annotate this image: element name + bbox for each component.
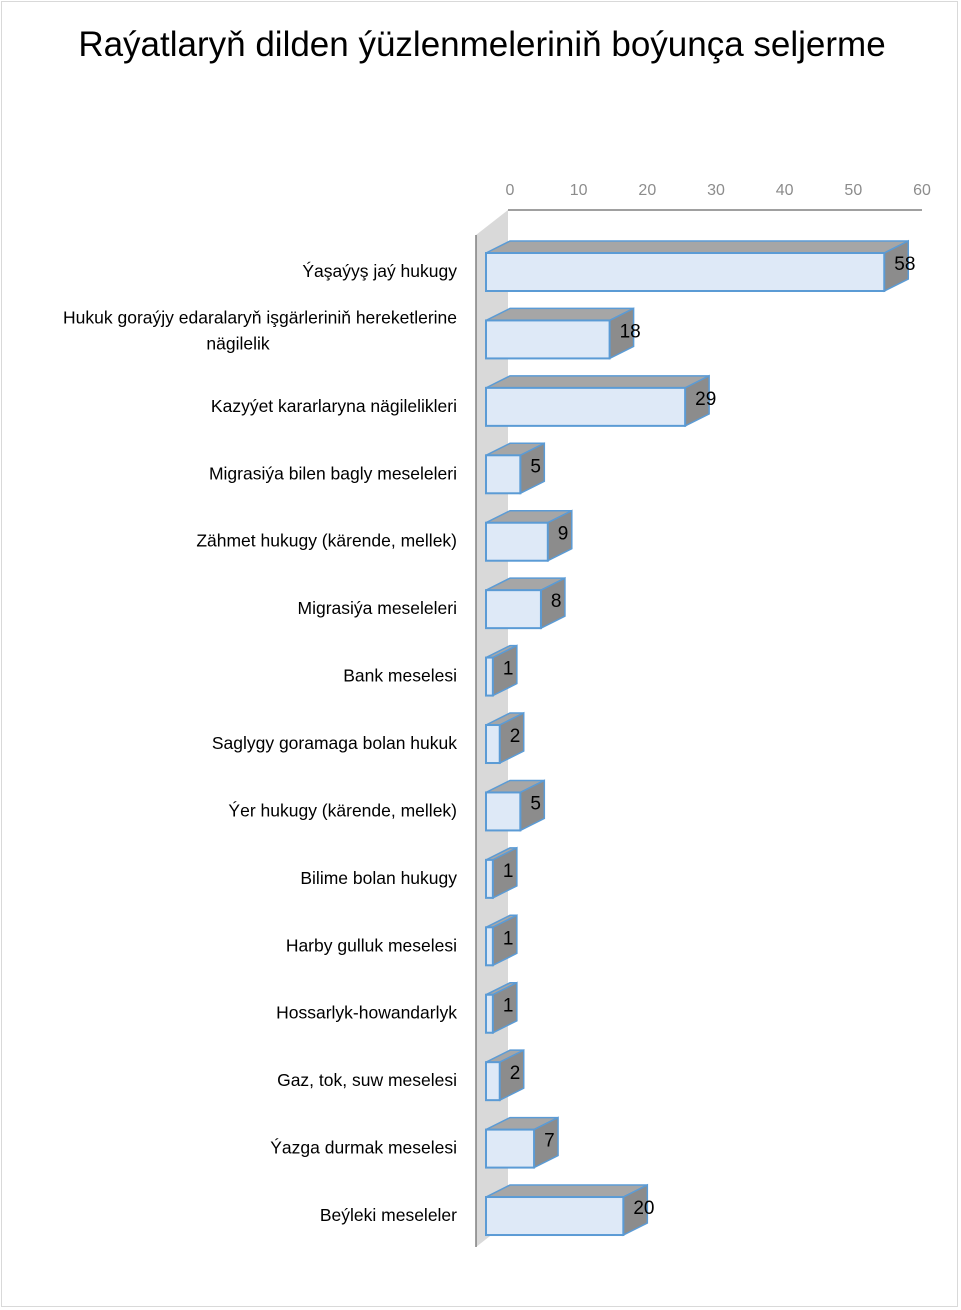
data-label: 9 [557, 523, 569, 545]
data-label: 8 [550, 591, 562, 613]
chart-title: Raýatlaryň dilden ýüzlenmeleriniň boýunça seljerme [78, 25, 886, 64]
bar-front [486, 927, 493, 965]
bar [486, 308, 634, 358]
bar-front [486, 320, 610, 358]
bar-front [486, 1062, 500, 1100]
data-label: 20 [633, 1198, 655, 1220]
category-label: Gaz, tok, suw meselesi [277, 1070, 457, 1091]
bar-front [486, 792, 520, 830]
bar-top [486, 376, 709, 388]
data-label: 7 [544, 1130, 555, 1152]
category-label: Saglygy goramaga bolan hukuk [211, 733, 457, 754]
value-axis [506, 182, 931, 210]
tick-label: 60 [913, 182, 931, 199]
bar-front [486, 658, 493, 696]
bar-front [486, 388, 685, 426]
bar-front [486, 253, 884, 291]
data-label: 58 [894, 254, 916, 275]
data-label: 5 [530, 793, 541, 815]
data-label: 18 [619, 321, 641, 343]
tick-label: 40 [775, 182, 794, 199]
tick-label: 30 [707, 182, 725, 199]
category-labels [63, 261, 457, 1225]
tick-label: 0 [505, 182, 515, 199]
data-label: 2 [509, 1063, 521, 1085]
bar-front [486, 725, 500, 763]
category-label: Hossarlyk-howandarlyk [276, 1002, 457, 1023]
data-label: 5 [530, 456, 541, 478]
category-label: Ýer hukugy (kärende, mellek) [228, 800, 457, 821]
category-label: Ýazga durmak meselesi [270, 1137, 457, 1158]
category-label: Beýleki meseleler [319, 1205, 457, 1226]
bar-front [486, 1197, 623, 1235]
bar [486, 376, 709, 426]
category-label-line: nägilelik [206, 333, 270, 354]
category-label: Bank meselesi [343, 665, 457, 686]
bar-front [486, 455, 520, 493]
category-label-line: Hukuk goraýjy edaralaryň işgärleriniň hereketlerine [63, 307, 457, 328]
category-label: Bilime bolan hukugy [300, 867, 457, 888]
data-label: 1 [502, 860, 514, 882]
tick-label: 20 [638, 182, 657, 199]
category-label: Harby gulluk meselesi [285, 935, 457, 956]
bar-front [486, 995, 493, 1033]
category-label: Ýaşaýyş jaý hukugy [302, 261, 457, 281]
data-label: 1 [502, 658, 514, 680]
data-label: 1 [502, 995, 514, 1017]
data-label: 29 [695, 388, 717, 410]
bar-top [486, 1185, 647, 1197]
tick-label: 10 [569, 182, 588, 199]
category-label: Zähmet hukugy (kärende, mellek) [196, 530, 457, 551]
bar-top [486, 308, 634, 320]
category-label: Migrasiýa bilen bagly meseleleri [208, 463, 457, 484]
category-label: Migrasiýa meseleleri [297, 598, 457, 619]
bar-top [486, 241, 908, 253]
bar [486, 241, 908, 291]
category-label: Kazyýet kararlaryna nägilelikleri [210, 395, 457, 416]
bar-front [486, 1130, 534, 1168]
category-label [63, 307, 457, 353]
data-label: 1 [502, 928, 514, 950]
bar-front [486, 523, 548, 561]
bar [486, 1185, 647, 1235]
data-label: 2 [509, 726, 521, 748]
bar-front [486, 860, 493, 898]
tick-label: 50 [844, 182, 863, 199]
bar-front [486, 590, 541, 628]
